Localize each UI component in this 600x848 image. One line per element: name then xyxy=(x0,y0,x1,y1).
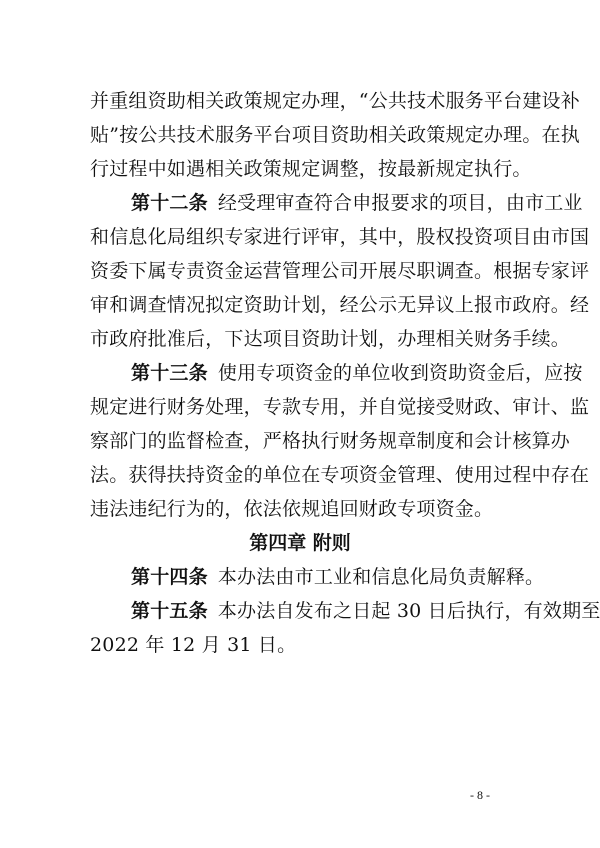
paragraph-line: 并重组资助相关政策规定办理，“公共技术服务平台建设补 xyxy=(90,90,580,112)
article-12-first-line xyxy=(131,192,583,216)
paragraph-line: 违法违纪行为的，依法依规追回财政专项资金。 xyxy=(90,498,494,520)
article-15-label: 第十五条 xyxy=(131,600,208,622)
paragraph-line: 和信息化局组织专家进行评审，其中，股权投资项目由市国 xyxy=(90,226,590,248)
article-13-text: 使用专项资金的单位收到资助资金后，应按 xyxy=(217,362,583,384)
paragraph-line: 法。获得扶持资金的单位在专项资金管理、使用过程中存在 xyxy=(90,464,590,486)
article-14-text: 本办法由市工业和信息化局负责解释。 xyxy=(217,566,545,588)
paragraph-line: 2022 年 12 月 31 日。 xyxy=(90,634,297,656)
paragraph-line: 规定进行财务处理，专款专用，并自觉接受财政、审计、监 xyxy=(90,396,590,418)
paragraph-line: 审和调查情况拟定资助计划，经公示无异议上报市政府。经 xyxy=(90,294,590,316)
article-12-label: 第十二条 xyxy=(131,192,208,214)
chapter-heading: 第四章 附则 xyxy=(249,532,351,554)
article-12-text: 经受理审查符合申报要求的项目，由市工业 xyxy=(217,192,583,214)
paragraph-line: 市政府批准后，下达项目资助计划，办理相关财务手续。 xyxy=(90,328,571,350)
paragraph-line: 行过程中如遇相关政策规定调整，按最新规定执行。 xyxy=(90,158,532,180)
paragraph-line: 资委下属专责资金运营管理公司开展尽职调查。根据专家评 xyxy=(90,260,590,282)
article-14-label: 第十四条 xyxy=(131,566,208,588)
page-number: - 8 - xyxy=(470,788,490,802)
article-13-first-line xyxy=(131,362,583,386)
article-13-label: 第十三条 xyxy=(131,362,208,384)
article-14-line xyxy=(131,566,545,590)
paragraph-line: 察部门的监督检查，严格执行财务规章制度和会计核算办 xyxy=(90,430,571,452)
article-15-text: 本办法自发布之日起 30 日后执行，有效期至 xyxy=(217,600,600,622)
paragraph-line: 贴”按公共技术服务平台项目资助相关政策规定办理。在执 xyxy=(90,124,580,146)
article-15-first-line xyxy=(131,600,600,624)
